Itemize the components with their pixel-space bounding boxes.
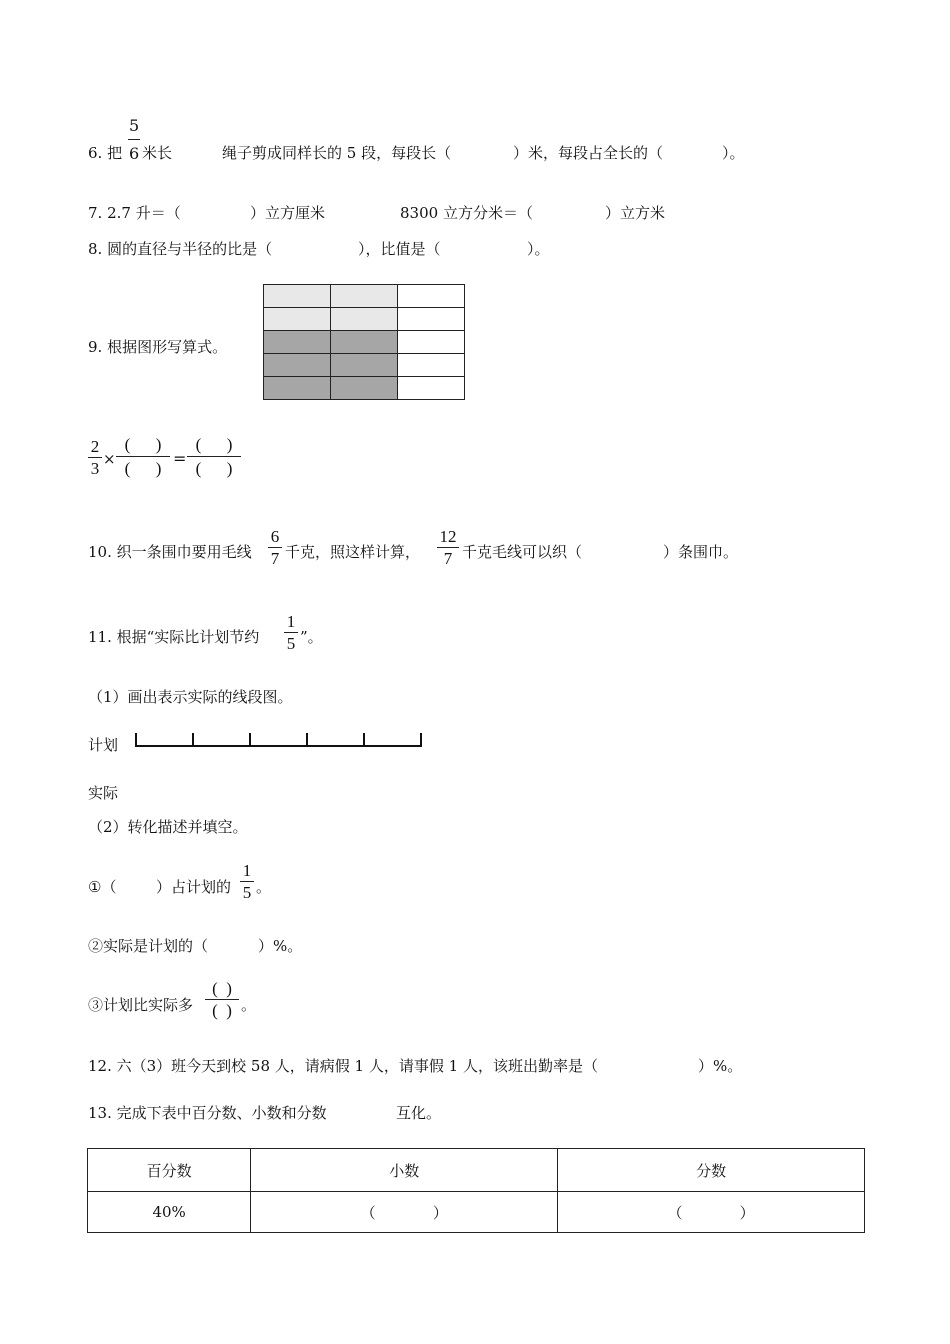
header-decimal: 小数 [251, 1149, 558, 1192]
q10-f2-num: 12 [439, 527, 457, 546]
frac-bar [437, 547, 459, 548]
q6-text-3: ）米，每段占全长的（ [513, 144, 664, 162]
cell-percent: 40% [88, 1192, 251, 1233]
grid-cell [264, 331, 331, 354]
blank-den: ( ) [124, 459, 162, 478]
q10-text-4: ）条围巾。 [663, 543, 739, 561]
q9-grid [263, 284, 465, 400]
blank-num: ( ) [124, 435, 162, 454]
grid-cell [331, 377, 398, 400]
grid-cell [331, 331, 398, 354]
q11-item2-b: ）%。 [258, 937, 303, 955]
q13-text-2: 互化。 [396, 1104, 442, 1122]
actual-label: 实际 [88, 784, 119, 802]
q6-frac-den: 6 [129, 144, 140, 163]
grid-cell [264, 285, 331, 308]
q10-f1-num: 6 [270, 527, 280, 546]
q7-text-1: 7. 2.7 升＝（ [88, 204, 181, 222]
q13-text-1: 13. 完成下表中百分数、小数和分数 [88, 1104, 327, 1122]
q10-fraction-2 [437, 528, 459, 567]
q9-eq-den: 3 [90, 459, 100, 478]
q8-text-2: ），比值是（ [358, 240, 441, 258]
grid-cell [398, 377, 465, 400]
item1-num: 1 [242, 861, 252, 880]
grid-cell [331, 354, 398, 377]
equals-sign: = [173, 449, 187, 468]
q10-text-2: 千克，照这样计算， [285, 543, 421, 561]
grid-cell [398, 308, 465, 331]
q6-prefix: 6. 把 [88, 144, 123, 162]
q6-text-2: 绳子剪成同样长的 5 段，每段长（ [222, 144, 452, 162]
frac-bar [88, 457, 102, 458]
frac-bar [116, 456, 170, 457]
q10-f2-den: 7 [443, 549, 453, 568]
q11-sub1: （1）画出表示实际的线段图。 [88, 688, 293, 706]
blank-num: ( ) [195, 435, 233, 454]
cell-decimal-blank: （ ） [251, 1192, 558, 1233]
q9-eq-fraction [88, 438, 102, 477]
q11-item1-c: 。 [256, 878, 272, 896]
q6-text-4: ）。 [722, 144, 745, 162]
q12-text-1: 12. 六（3）班今天到校 58 人，请病假 1 人，请事假 1 人，该班出勤率是（ [88, 1057, 598, 1075]
grid-cell [398, 331, 465, 354]
plan-label: 计划 [88, 736, 119, 754]
plan-segment-line [130, 728, 430, 752]
grid-cell [331, 285, 398, 308]
q10-f1-den: 7 [270, 549, 280, 568]
item3-den: ( ) [212, 1001, 232, 1020]
q10-fraction-1 [268, 528, 282, 567]
frac-bar [187, 456, 241, 457]
q11-item3-c: 。 [241, 996, 257, 1014]
grid-cell [398, 285, 465, 308]
frac-bar [268, 547, 282, 548]
q11-item2-a: ②实际是计划的（ [88, 937, 209, 955]
header-percent: 百分数 [88, 1149, 251, 1192]
q7-text-3: 8300 立方分米＝（ [400, 204, 533, 222]
q10-text-1: 10. 织一条围巾要用毛线 [88, 543, 252, 561]
q10-text-3: 千克毛线可以织（ [462, 543, 583, 561]
q11-f-den: 5 [286, 634, 296, 653]
q11-fraction [284, 613, 298, 652]
frac-bar [205, 999, 239, 1000]
q11-item3-a: ③计划比实际多 [88, 996, 194, 1014]
frac-bar [240, 881, 254, 882]
frac-bar [284, 632, 298, 633]
q11-item1-fraction [240, 862, 254, 901]
q9-blank-fraction-1 [116, 436, 170, 477]
q11-text-1: 11. 根据“实际比计划节约 [88, 628, 260, 646]
header-fraction: 分数 [558, 1149, 865, 1192]
q11-item1-a: ①（ [88, 878, 117, 896]
blank-den: ( ) [195, 459, 233, 478]
item3-num: ( ) [212, 979, 232, 998]
item1-den: 5 [242, 883, 252, 902]
q9-blank-fraction-2 [187, 436, 241, 477]
q9-text: 9. 根据图形写算式。 [88, 338, 228, 356]
q6-frac-num: 5 [129, 116, 140, 135]
q11-item1-b: ）占计划的 [156, 878, 232, 896]
q11-text-2: ”。 [300, 628, 323, 646]
q7-text-4: ）立方米 [605, 204, 666, 222]
grid-cell [264, 377, 331, 400]
times-sign: × [103, 450, 116, 468]
grid-cell [264, 354, 331, 377]
q9-eq-num: 2 [90, 437, 100, 456]
grid-cell [398, 354, 465, 377]
q11-item3-fraction [205, 980, 239, 1019]
grid-cell [331, 308, 398, 331]
q12-text-2: ）%。 [698, 1057, 743, 1075]
grid-cell [264, 308, 331, 331]
conversion-table [87, 1148, 865, 1233]
q7-text-2: ）立方厘米 [250, 204, 326, 222]
q8-text-1: 8. 圆的直径与半径的比是（ [88, 240, 273, 258]
q11-f-num: 1 [286, 612, 296, 631]
q6-text-1: 米长 [142, 144, 173, 162]
q8-text-3: ）。 [527, 240, 550, 258]
cell-fraction-blank: （ ） [558, 1192, 865, 1233]
q6-frac-bar [128, 139, 140, 140]
q11-sub2: （2）转化描述并填空。 [88, 818, 248, 836]
